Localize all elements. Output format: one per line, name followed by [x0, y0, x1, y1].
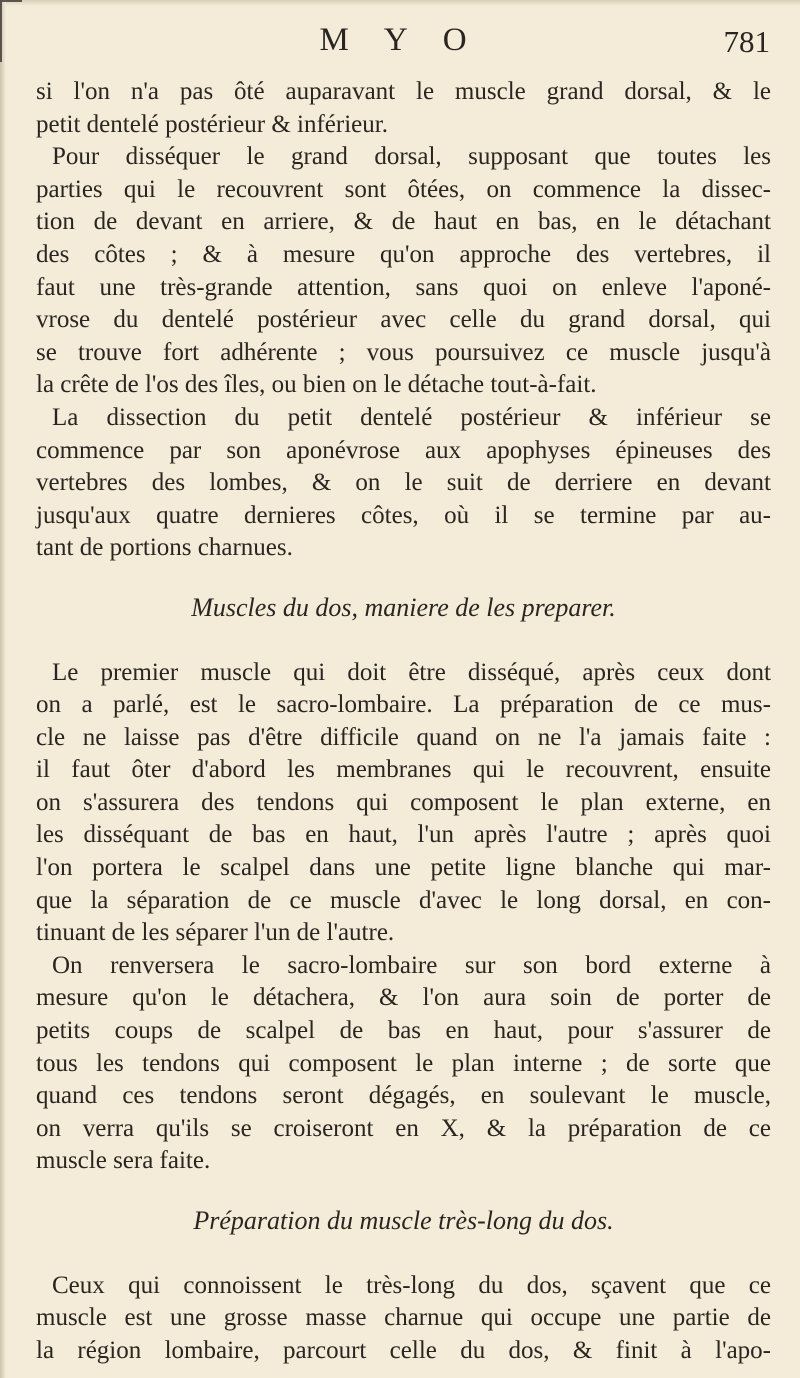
text-line: si l'on n'a pas ôté auparavant le muscle grand dorsal, & le — [36, 78, 771, 105]
text-line: muscle est une grosse masse charnue qui occupe une partie de — [36, 1304, 771, 1332]
text-line: on verra qu'ils se croiseront en X, & la préparation de ce — [36, 1114, 771, 1142]
text-line: Ceux qui connoissent le très-long du dos, sçavent que ce — [52, 1271, 771, 1299]
text-line: Pour disséquer le grand dorsal, supposant que toutes les — [52, 143, 771, 171]
text-line: tous les tendons qui composent le plan interne ; de sorte que — [36, 1049, 771, 1077]
paragraph — [36, 657, 771, 950]
text-line: petit dentelé postérieur & inférieur. — [36, 110, 388, 138]
text-line: l'on portera le scalpel dans une petite ligne blanche qui mar- — [36, 854, 771, 882]
text-line: vertebres des lombes, & on le suit de derriere en devant — [36, 469, 771, 497]
text-line: parties qui le recouvrent sont ôtées, on commence la dissec- — [36, 175, 771, 203]
text-line: vrose du dentelé postérieur avec celle du grand dorsal, qui — [36, 306, 771, 334]
text-line: tinuant de les séparer l'un de l'autre. — [36, 919, 395, 947]
section-heading: Muscles du dos, maniere de les preparer. — [191, 592, 616, 622]
text-line: On renversera le sacro-lombaire sur son bord externe à — [52, 951, 771, 979]
paragraph — [36, 402, 771, 565]
text-line: on a parlé, est le sacro-lombaire. La préparation de ce mus- — [36, 691, 771, 719]
paragraph — [36, 141, 771, 402]
page-edge — [0, 0, 800, 6]
text-line: tant de portions charnues. — [36, 534, 293, 562]
text-line: des côtes ; & à mesure qu'on approche des vertebres, il — [36, 240, 771, 268]
text-line: mesure qu'on le détachera, & l'on aura soin de porter de — [36, 984, 771, 1012]
text-line: quand ces tendons seront dégagés, en soulevant le muscle, — [36, 1082, 771, 1110]
page-edge — [0, 0, 6, 1378]
running-head: M Y O — [319, 22, 481, 58]
text-line: Le premier muscle qui doit être disséqué, après ceux dont — [52, 658, 771, 686]
text-line: petits coups de scalpel de bas en haut, pour s'assurer de — [36, 1017, 771, 1045]
paragraph — [36, 1270, 771, 1368]
text-line: se trouve fort adhérente ; vous poursuivez ce muscle jusqu'à — [36, 338, 771, 366]
text-line: cle ne laisse pas d'être difficile quand on ne l'a jamais faite : — [36, 723, 771, 751]
page-header — [0, 22, 800, 66]
text-line: muscle sera faite. — [36, 1147, 211, 1175]
text-line: jusqu'aux quatre dernieres côtes, où il se termine par au- — [36, 501, 771, 529]
text-line: la région lombaire, parcourt celle du dos, & finit à l'apo- — [36, 1336, 771, 1364]
text-line: que la séparation de ce muscle d'avec le long dorsal, en con- — [36, 886, 771, 914]
text-line: la crête de l'os des îles, ou bien on le détache tout-à-fait. — [36, 371, 597, 399]
page-number: 781 — [723, 24, 770, 59]
text-line: il faut ôter d'abord les membranes qui le recouvrent, ensuite — [36, 756, 771, 784]
text-line: on s'assurera des tendons qui composent le plan externe, en — [36, 788, 771, 816]
body-text — [36, 76, 771, 1367]
text-line: tion de devant en arriere, & de haut en bas, en le détachant — [36, 208, 771, 236]
text-line: les disséquant de bas en haut, l'un après l'autre ; après quoi — [36, 821, 771, 849]
paragraph — [36, 76, 771, 141]
paragraph — [36, 950, 771, 1178]
text-line: commence par son aponévrose aux apophyses épineuses des — [36, 436, 771, 464]
text-line: faut une très-grande attention, sans quoi on enleve l'aponé- — [36, 273, 771, 301]
section-heading: Préparation du muscle très-long du dos. — [193, 1206, 614, 1235]
text-line: La dissection du petit dentelé postérieur & inférieur se — [52, 403, 771, 431]
